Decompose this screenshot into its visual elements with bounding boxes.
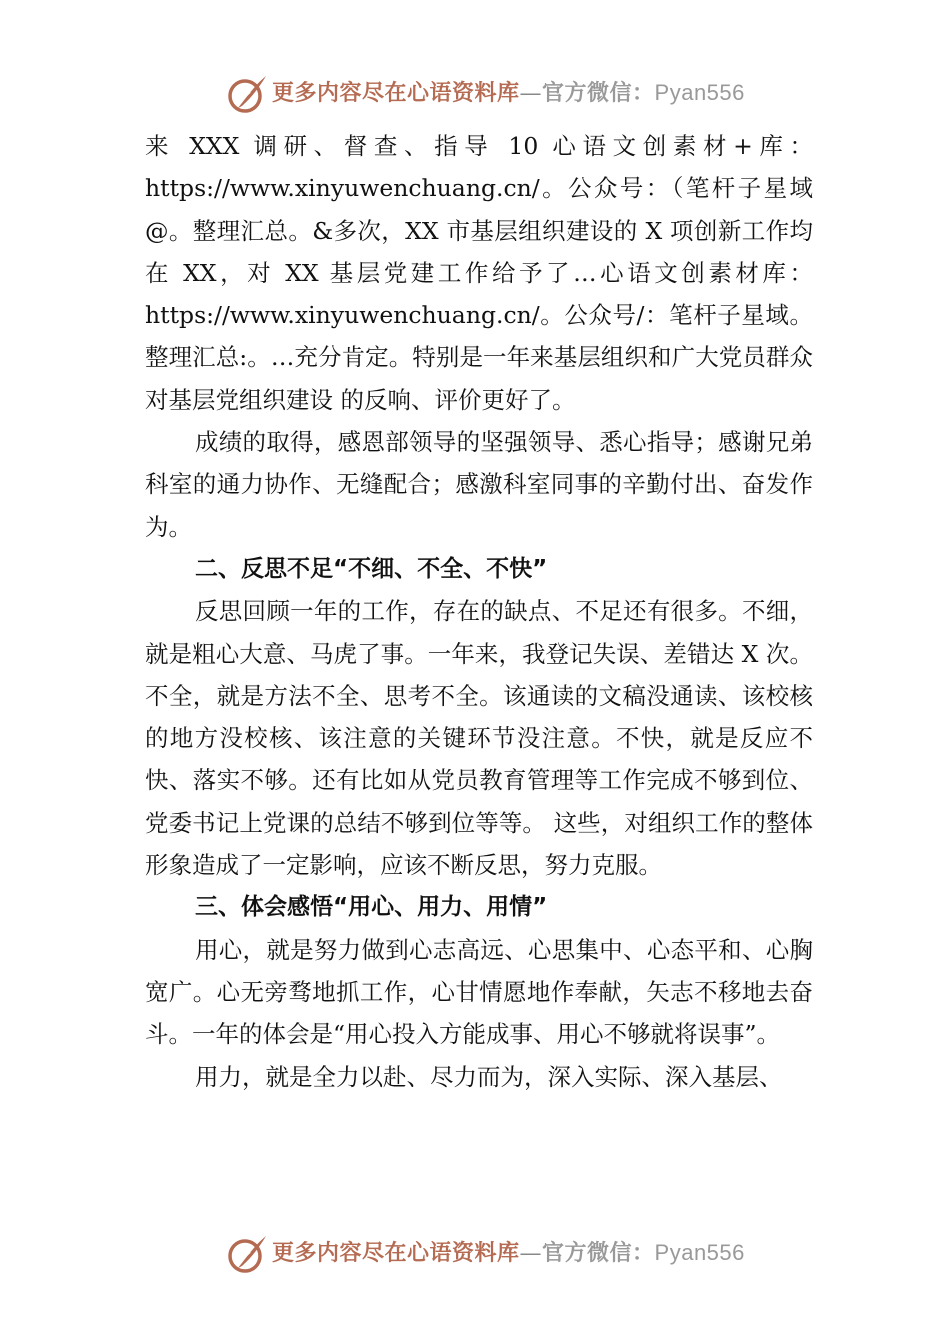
watermark-text	[272, 1240, 745, 1267]
watermark-wechat-id: Pyan556	[654, 1240, 745, 1265]
section-heading: 二、反思不足“不细、不全、不快”	[195, 555, 548, 582]
watermark-dash: —	[519, 1241, 543, 1266]
watermark-wechat-id: Pyan556	[654, 80, 745, 105]
paragraph: 反思回顾一年的工作，存在的缺点、不足还有很多。不细，就是粗心大意、马虎了事。一年来，我登记失误、差错达 X 次。不全，就是方法不全、思考不全。该通读的文稿没通读、该校核的地方没校核、该注意的关键环节没注意。不快，就是反应不快、落实不够。还有比如从党员教育管理等工作完成不够到位、党委书记上党课的总结不够到位等等。 这些，对组织工作的整体形象造成了一定影响，应该不断反思，努力克服。	[145, 597, 813, 880]
paragraph: 用力，就是全力以赴、尽力而为，深入实际、深入基层、	[195, 1062, 783, 1091]
paragraph: 成绩的取得，感恩部领导的坚强领导、悉心指导；感谢兄弟科室的通力协作、无缝配合；感激科室同事的辛勤付出、奋发作为。	[145, 428, 813, 541]
paragraph: 来 XXX 调研、督查、指导 10 心语文创素材+库：https://www.xinyuwenchuang.cn/。公众号：（笔杆子星域@。整理汇总。&多次，XX 市基层组织建设的 X 项创新工作均在 XX，对 XX 基层党建工作给予了…心语文创素材库：https://www.xinyuwenchuang.cn/。公众号/：笔杆子星域。整理汇总:。…充分肯定。特别是一年来基层组织和广大党员群众对基层党组织建设 的反响、评价更好了。	[145, 132, 813, 414]
watermark-text	[272, 80, 745, 107]
quill-logo-icon	[226, 72, 270, 116]
document-body	[145, 125, 813, 1098]
watermark-wechat-label: 官方微信：	[542, 80, 655, 106]
watermark-wechat-label: 官方微信：	[542, 1240, 655, 1266]
paragraph: 用心，就是努力做到心志高远、心思集中、心态平和、心胸宽广。心无旁骛地抓工作，心甘情愿地作奉献，矢志不移地去奋斗。一年的体会是“用心投入方能成事、用心不够就将误事”。	[145, 935, 813, 1049]
section-heading: 三、体会感悟“用心、用力、用情”	[195, 894, 548, 921]
quill-logo-icon	[226, 1232, 270, 1276]
watermark-brand: 更多内容尽在心语资料库	[272, 1240, 520, 1266]
header-watermark	[0, 68, 950, 118]
footer-watermark	[0, 1228, 950, 1278]
watermark-brand: 更多内容尽在心语资料库	[272, 80, 520, 106]
watermark-dash: —	[519, 81, 543, 106]
